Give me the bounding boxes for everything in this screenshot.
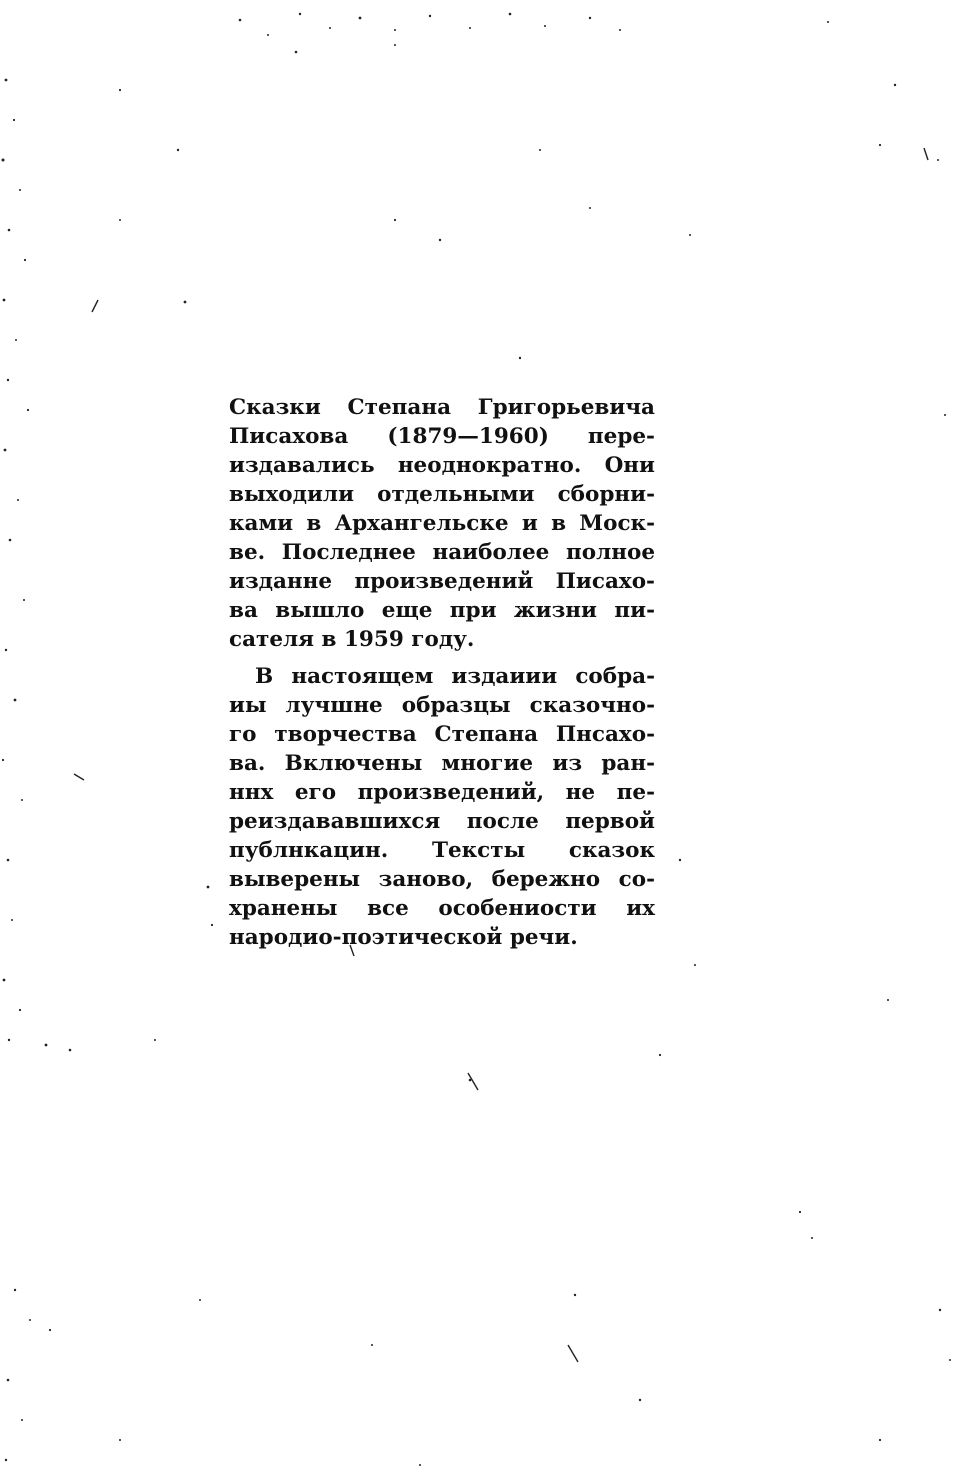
text-line: выходили отдельными сборни- xyxy=(229,482,655,507)
text-line: ва вышло еще при жизни пи- xyxy=(229,598,655,623)
text-line: В настоящем издаиии собра- xyxy=(255,664,655,689)
text-line: выверены заново, бережно со- xyxy=(229,867,655,892)
text-line: ками в Архангельске и в Моск- xyxy=(229,511,655,536)
text-line: сателя в 1959 году. xyxy=(229,627,475,652)
paragraph-1 xyxy=(229,393,655,654)
text-line: народио-поэтической речи. xyxy=(229,925,578,950)
text-line: Сказки Степана Григорьевича xyxy=(229,395,655,420)
text-line: издавались неоднократно. Они xyxy=(229,453,655,478)
text-line: реиздававшихся после первой xyxy=(229,809,655,834)
text-line: ве. Последнее наиболее полное xyxy=(229,540,655,565)
text-line: ва. Включены многие из ран- xyxy=(229,751,655,776)
text-line: хранены все особениости их xyxy=(229,896,655,921)
text-line: го творчества Степана Пнсахо- xyxy=(229,722,655,747)
paragraph-2 xyxy=(229,662,655,952)
text-line: ннх его произведений, не пе- xyxy=(229,780,655,805)
annotation-text xyxy=(229,393,655,952)
text-line: изданне произведений Писахо- xyxy=(229,569,655,594)
text-line: иы лучшне образцы сказочно- xyxy=(229,693,655,718)
paragraph-gap xyxy=(229,654,655,662)
text-line: публнкацин. Тексты сказок xyxy=(229,838,655,863)
text-line: Писахова (1879—1960) пере- xyxy=(229,424,655,449)
